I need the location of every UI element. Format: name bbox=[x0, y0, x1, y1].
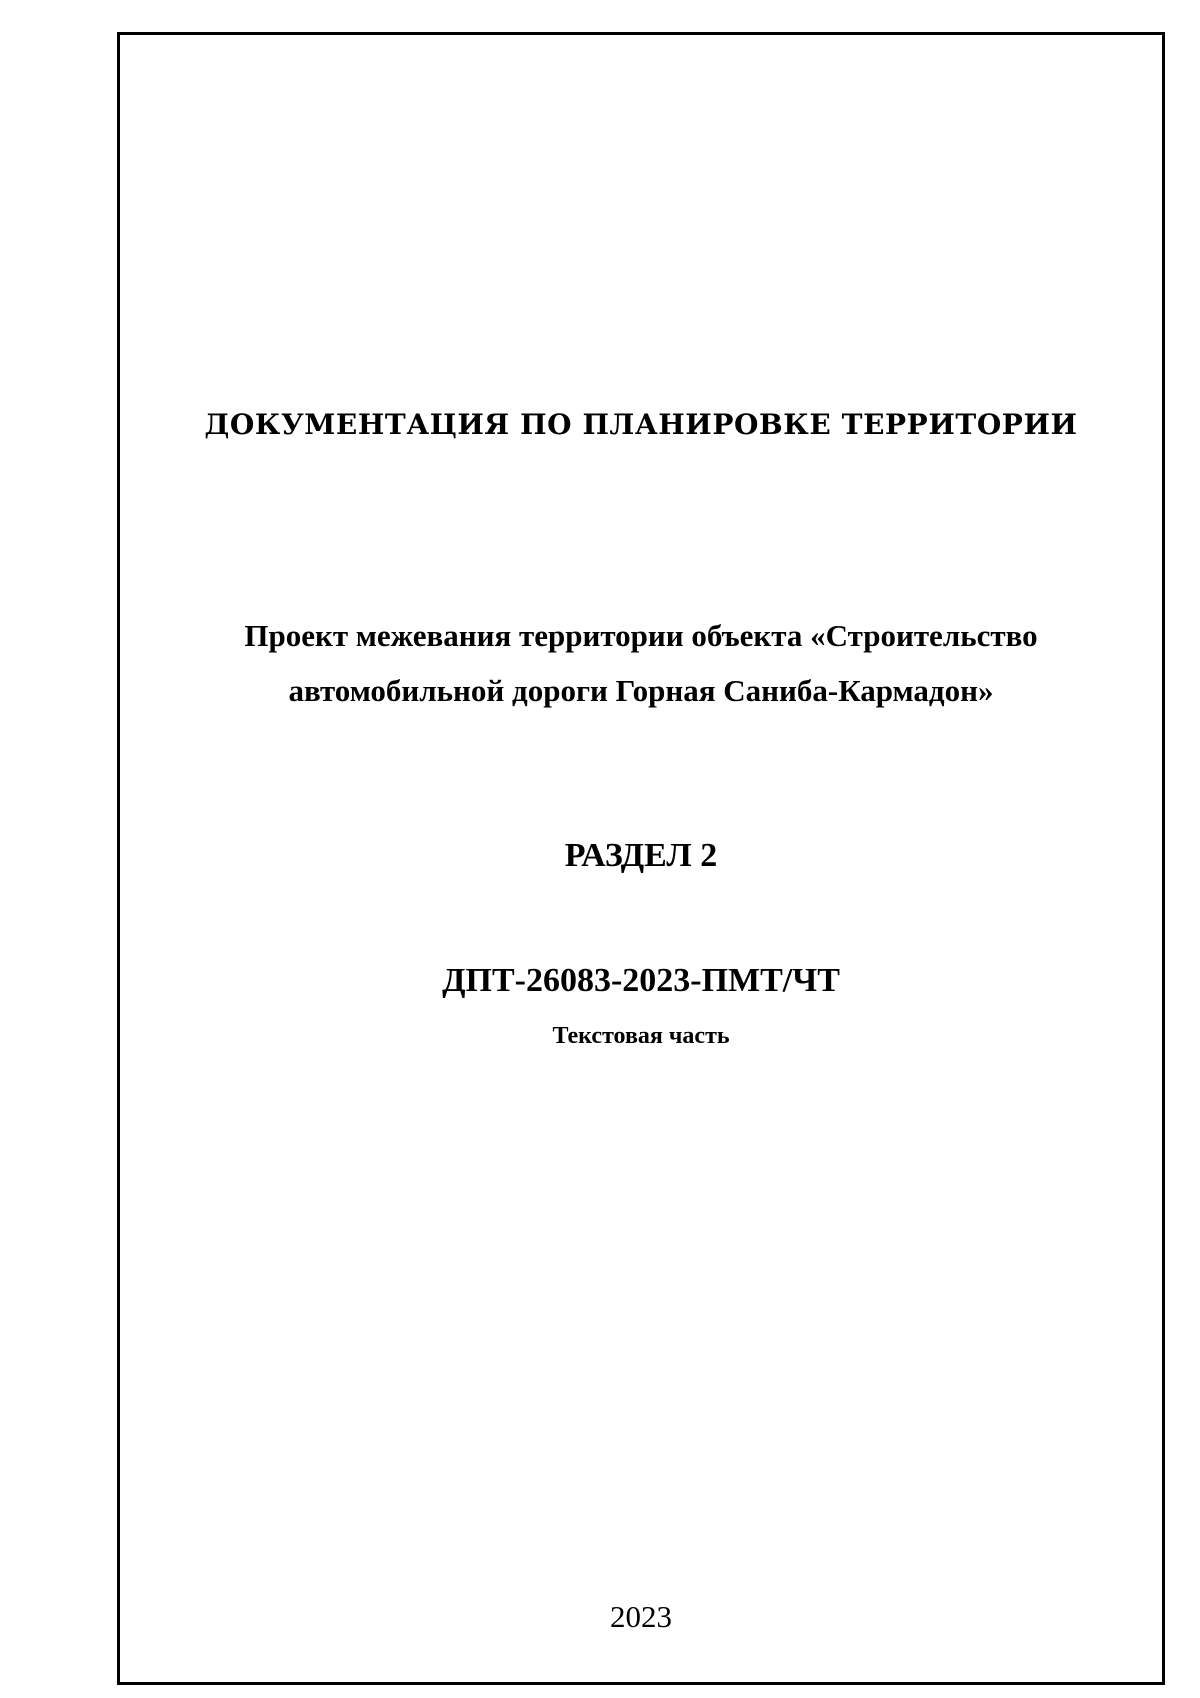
document-part-label: Текстовая часть bbox=[552, 1023, 730, 1049]
section-label: РАЗДЕЛ 2 bbox=[564, 837, 718, 874]
document-code: ДПТ-26083-2023-ПМТ/ЧТ bbox=[442, 962, 840, 999]
document-title: ДОКУМЕНТАЦИЯ ПО ПЛАНИРОВКЕ ТЕРРИТОРИИ bbox=[204, 408, 1078, 441]
document-year: 2023 bbox=[610, 1599, 672, 1634]
project-name-line-2: автомобильной дороги Горная Саниба-Кармадон» bbox=[288, 673, 994, 708]
project-name-line-1: Проект межевания территории объекта «Строительство bbox=[244, 618, 1038, 653]
